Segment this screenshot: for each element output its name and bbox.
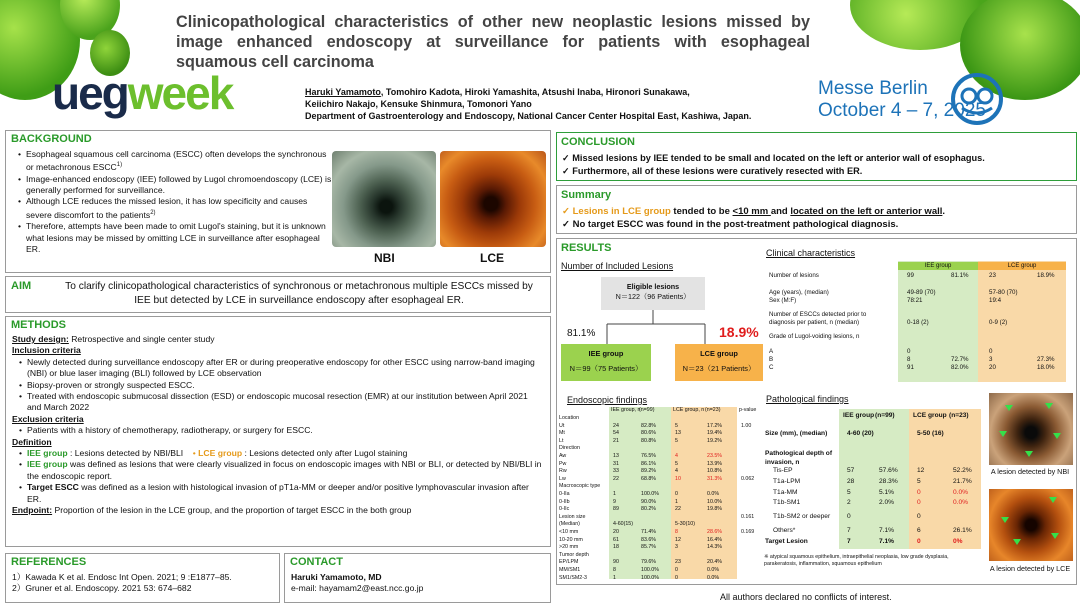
clinical-lce-value: 0 <box>989 348 993 355</box>
clinical-iee-value: 78:21 <box>907 297 923 304</box>
summary-list <box>562 205 1072 231</box>
clinical-row-label: Sex (M:F) <box>769 297 797 304</box>
background-item: • Although LCE reduces the missed lesion, it has low specificity and causes severe discomfort to the patients$^{2)}$ <box>26 196 334 221</box>
lce-group-n: N＝23（21 Patients） <box>682 364 756 373</box>
contact-name: Haruki Yamamoto, MD <box>291 572 382 582</box>
iee-group-box <box>561 344 651 381</box>
endoscopic-cell: 1 <box>675 498 678 505</box>
summary-item: ✓ Lesions in LCE group tended to be <10 mm and located on the left or anterior wall. <box>562 206 946 217</box>
endoscopic-cell: 79.6% <box>641 559 657 566</box>
conclusion-item: ✓ Furthermore, all of these lesions were curatively resected with ER. <box>562 165 863 176</box>
clinical-iee-pct: 72.7% <box>951 356 969 363</box>
inclusion-list <box>18 357 544 414</box>
pathological-cell: 6 <box>917 527 921 534</box>
endoscopic-cell: 31.3% <box>707 475 723 482</box>
endpoint: Proportion of the lesion in the LCE group, and the proportion of target ESCC in the both group <box>52 505 412 516</box>
endoscopic-cell: 23.5% <box>707 453 723 459</box>
endoscopic-header-cell: p-value <box>739 407 757 413</box>
endoscopic-cell: 1 <box>613 574 616 581</box>
references-list <box>12 572 278 595</box>
endoscopic-cell: Macroscopic type <box>559 483 601 490</box>
pathological-cell: T1b-SM1 <box>773 499 801 506</box>
endoscopic-cell: 83.6% <box>641 536 657 543</box>
pathological-cell: 0 <box>917 538 921 545</box>
endoscopic-cell: 90 <box>613 559 619 566</box>
aim-text: To clarify clinicopathological characteristics of synchronous or metachronous multiple ESCCs missed by IEE but detected by LCE in surveillance endoscopy after esophageal ER. <box>65 281 533 306</box>
endoscopic-cell: 19.8% <box>707 506 723 513</box>
endoscopic-cell: 100.0% <box>641 574 659 581</box>
clinical-lce-value: 57-80 (70) <box>989 289 1018 296</box>
endoscopic-cell: Pw <box>559 460 567 467</box>
lesion-lce-caption: A lesion detected by LCE <box>989 564 1071 573</box>
pathological-cell: 7 <box>847 538 851 545</box>
endoscopic-cell: 19.2% <box>707 437 723 444</box>
pathological-cell: 26.1% <box>953 527 972 534</box>
endoscopic-cell: 21 <box>613 437 619 444</box>
pathological-cell: 28 <box>847 478 855 485</box>
endoscopic-cell: 89 <box>613 506 619 513</box>
methods-panel <box>5 316 551 547</box>
endoscopic-cell: 76.5% <box>641 453 657 459</box>
clinical-iee-value: 0 <box>907 348 911 355</box>
contact-email: e-mail: hayamam2@east.ncc.go.jp <box>291 583 424 594</box>
exclusion-title: Exclusion criteria <box>12 413 84 424</box>
endoscopic-cell: 18 <box>613 544 619 551</box>
endoscopic-cell: 24 <box>613 422 619 429</box>
definition-title: Definition <box>12 436 52 447</box>
endoscopic-cell: 4-60(15) <box>613 521 634 528</box>
clinical-lce-value: 19:4 <box>989 297 1002 304</box>
endoscopic-cell: 0.0% <box>707 491 720 497</box>
endoscopic-cell: 1 <box>613 491 616 497</box>
endoscopic-cell: 0 <box>675 491 678 497</box>
endoscopic-cell: Location <box>559 415 580 421</box>
lce-label: LCE <box>480 251 504 265</box>
endoscopic-cell: 80.8% <box>641 437 657 444</box>
endoscopic-cell: 5 <box>675 460 678 467</box>
pathological-cell: 5.1% <box>879 489 895 496</box>
pathological-cell: 7.1% <box>879 538 895 545</box>
endoscopic-cell: 0-IIa <box>559 491 570 497</box>
endoscopic-cell: 9 <box>613 498 616 505</box>
references-panel <box>5 553 280 603</box>
endoscopic-cell: 0.0% <box>707 567 720 573</box>
endoscopic-cell: 33 <box>613 468 619 475</box>
endoscopic-table <box>557 407 763 579</box>
contact-title: CONTACT <box>290 556 343 568</box>
background-list <box>17 149 334 255</box>
endoscopic-cell: 82.8% <box>641 422 657 429</box>
clinical-iee-pct: 81.1% <box>951 272 969 279</box>
endoscopic-cell: 19.4% <box>707 430 723 437</box>
logo-week: week <box>127 67 233 119</box>
pathological-header-cell: (n=23) <box>949 412 969 419</box>
conclusion-panel <box>556 132 1077 181</box>
pathological-cell: Target Lesion <box>765 538 808 545</box>
contact-body <box>291 572 547 595</box>
pathological-title: Pathological findings <box>766 394 849 404</box>
endoscopic-cell: Tumor depth <box>559 551 589 558</box>
endoscopic-cell: 80.2% <box>641 506 657 513</box>
endoscopic-cell: 14.3% <box>707 544 723 551</box>
endoscopic-cell: 0.161 <box>741 513 755 520</box>
endoscopic-cell: 23 <box>675 559 681 566</box>
authors <box>305 86 815 122</box>
endoscopic-header-cell: IEE group, n <box>611 407 641 413</box>
clinical-lce-value: 23 <box>989 272 996 279</box>
methods-body <box>12 334 544 517</box>
endoscopic-cell: 12 <box>675 536 681 543</box>
results-title: RESULTS <box>561 242 612 254</box>
flow-title: Number of Included Lesions <box>561 261 674 271</box>
pathological-cell: T1a-MM <box>773 489 798 496</box>
endoscopic-cell: 54 <box>613 430 619 437</box>
endoscopic-cell: 10.0% <box>707 498 723 505</box>
inclusion-item: • Newly detected during surveillance endoscopy after ER or during preoperative endoscopy for other ESCC using narrow-band imaging (NBI) or blue laser imaging (BLI) followed by LCE observation <box>27 357 544 380</box>
clinical-iee-value: 8 <box>907 356 911 363</box>
pathological-cell: 5 <box>917 478 921 485</box>
inclusion-item: • Biopsy-proven or strongly suspected ESCC. <box>27 380 544 391</box>
definition-item: • IEE group : Lesions detected by NBI/BLI • LCE group : Lesions detected only after Lugol staining <box>27 448 544 459</box>
clinical-lce-value: 3 <box>989 356 993 363</box>
endoscopic-cell: 0-IIb <box>559 498 570 505</box>
endoscopic-cell: Aw <box>559 453 567 459</box>
clinical-row-label: A <box>769 348 774 355</box>
endoscopic-cell: (Median) <box>559 521 580 528</box>
lce-endoscopy-image <box>440 151 546 247</box>
results-panel <box>556 238 1077 585</box>
summary-item: ✓ No target ESCC was found in the post-treatment pathological diagnosis. <box>562 219 899 230</box>
pathological-cell: 52.2% <box>953 467 972 474</box>
aim-panel <box>5 276 551 313</box>
pathological-header-cell: LCE group <box>913 412 947 419</box>
iee-group-label: IEE group <box>588 349 624 358</box>
clinical-lce-value: 0-9 (2) <box>989 319 1008 326</box>
venue-logo-icon <box>950 72 1004 126</box>
endoscopic-header-cell: (n=23) <box>705 407 721 413</box>
clinical-iee-pct: 82.0% <box>951 364 969 371</box>
conclusion-title: CONCLUSION <box>561 136 635 148</box>
endoscopic-cell: Lesion size <box>559 513 586 520</box>
background-item: • Image-enhanced endoscopy (IEE) followed by Lugol chromoendoscopy (LCE) is generally performed for surveillance. <box>26 174 334 197</box>
reference-item: 1）Kawada K et al. Endosc Int Open. 2021; 9 :E1877–85. <box>12 572 232 582</box>
clinical-row-label: B <box>769 356 774 363</box>
nbi-label: NBI <box>374 251 395 265</box>
pathological-table <box>763 409 982 549</box>
endoscopic-cell: MM/SM1 <box>559 567 581 573</box>
endoscopic-cell: 13 <box>613 453 619 459</box>
exclusion-item: • Patients with a history of chemotherapy, radiotherapy, or surgery for ESCC. <box>27 425 544 436</box>
endoscopic-cell: 8 <box>675 529 678 535</box>
pathological-cell: 57.6% <box>879 467 898 474</box>
endoscopic-header-cell: LCE group, n <box>673 407 705 413</box>
pathological-cell: 4-60 (20) <box>847 430 874 437</box>
methods-title: METHODS <box>11 319 66 331</box>
study-design: Retrospective and single center study <box>68 334 215 344</box>
endoscopic-cell: <10 mm <box>559 529 579 535</box>
clinical-title: Clinical characteristics <box>766 248 856 258</box>
clinical-row-label: Grade of Lugol-voiding lesions, n <box>769 333 860 340</box>
contact-panel <box>284 553 551 603</box>
endoscopic-cell: 10 <box>675 475 681 482</box>
clinical-row-label: Age (years), (median) <box>769 289 829 296</box>
background-panel <box>5 130 551 273</box>
clinical-iee-value: 99 <box>907 272 914 279</box>
endoscopic-header-cell: (n=99) <box>639 407 655 413</box>
clinical-lce-value: 20 <box>989 364 996 371</box>
authors-line2: Keiichiro Nakajo, Kensuke Shinmura, Tomonori Yano <box>305 99 532 109</box>
references-title: REFERENCES <box>11 556 87 568</box>
affiliation: Department of Gastroenterology and Endoscopy, National Cancer Center Hospital East, Kashiwa, Japan. <box>305 111 752 121</box>
endoscopic-cell: 61 <box>613 536 619 543</box>
iee-group-n: N＝99（75 Patients） <box>569 364 643 373</box>
background-item: • Esophageal squamous cell carcinoma (ESCC) often develops the synchronous or metachronous ESCC$^{1)}$ <box>26 149 334 174</box>
pathological-cell: 12 <box>917 467 925 474</box>
pathological-cell: Tis-EP <box>773 467 793 474</box>
clinical-head-iee: IEE group <box>898 262 978 270</box>
pathological-footnote: ※ atypical squamous epithelium, intraepithelial neoplasia, low grade dysplasia, parakeratosis, inflammation, squamous epithelium <box>764 554 949 567</box>
logo-ueg: ueg <box>52 67 128 119</box>
pathological-cell: 7 <box>847 527 851 534</box>
endoscopic-cell: 71.4% <box>641 529 657 535</box>
endoscopic-cell: 20 <box>613 529 619 535</box>
pathological-cell: 0% <box>953 538 963 545</box>
endoscopic-cell: 10-20 mm <box>559 536 583 543</box>
clinical-lce-pct: 27.3% <box>1037 356 1055 363</box>
endoscopic-cell: 4 <box>675 468 678 475</box>
pathological-cell: 0 <box>917 513 921 520</box>
endoscopic-cell: 17.2% <box>707 422 723 429</box>
endoscopic-cell: 68.8% <box>641 475 657 482</box>
endoscopic-cell: 0.0% <box>707 574 720 581</box>
endoscopic-cell: 13 <box>675 430 681 437</box>
pathological-header-cell: (n=99) <box>875 412 895 419</box>
venue-line1: Messe Berlin <box>818 78 928 99</box>
pathological-cell: T1b-SM2 or deeper <box>773 513 831 520</box>
pathological-cell: 0 <box>917 499 921 506</box>
endoscopic-cell: 20.4% <box>707 559 723 566</box>
endoscopic-cell: 1.00 <box>741 422 752 429</box>
endoscopic-cell: 5 <box>675 437 678 444</box>
background-title: BACKGROUND <box>11 133 92 145</box>
endoscopic-cell: 3 <box>675 544 678 551</box>
endoscopic-cell: 0 <box>675 574 678 581</box>
coi-statement: All authors declared no conflicts of interest. <box>720 592 892 602</box>
endoscopic-cell: 100.0% <box>641 567 659 573</box>
study-design-label: Study design: <box>12 334 69 344</box>
pathological-cell: 7.1% <box>879 527 895 534</box>
aim-title: AIM <box>11 280 32 292</box>
conclusion-item: ✓ Missed lesions by IEE tended to be small and located on the left or anterior wall of esophagus. <box>562 153 985 163</box>
clinical-row-label: Number of lesions <box>769 272 819 279</box>
pathological-cell: T1a-LPM <box>773 478 801 485</box>
inclusion-item: • Treated with endoscopic submucosal dissection (ESD) or endoscopic mucosal resection (EMR) at our institution between April 2021 and March 2022 <box>27 391 544 414</box>
pathological-cell: Size (mm), (median) <box>765 430 828 437</box>
definition-item: • IEE group was defined as lesions that were clearly visualized in focus on endoscopic images with NBI or BLI, or detected by NBI/BLI in the endoscopic report. <box>27 459 544 482</box>
clinical-lce-pct: 18.9% <box>1037 272 1055 279</box>
endoscopic-cell: 4 <box>675 453 678 459</box>
endoscopic-cell: Mt <box>559 430 565 437</box>
endoscopic-cell: 86.1% <box>641 460 657 467</box>
exclusion-list <box>18 425 544 436</box>
lesion-lce-image <box>989 489 1073 561</box>
definition-item: • Target ESCC was defined as a lesion with histological invasion of pT1a-MM or deeper and/or positive lymphovascular invasion after ER. <box>27 482 544 505</box>
pathological-cell: 2.0% <box>879 499 895 506</box>
reference-item: 2）Gruner et al. Endoscopy. 2021 53: 674–682 <box>12 583 192 594</box>
lesion-nbi-image <box>989 393 1073 465</box>
pathological-cell: 0 <box>917 489 921 496</box>
endoscopic-cell: 28.6% <box>707 529 723 535</box>
inclusion-title: Inclusion criteria <box>12 345 81 356</box>
lce-group-box <box>675 344 763 381</box>
endoscopic-cell: 90.0% <box>641 498 657 505</box>
pathological-cell: 28.3% <box>879 478 898 485</box>
clinical-iee-value: 0-18 (2) <box>907 319 929 326</box>
lce-group-label: LCE group <box>700 349 738 358</box>
background-item: • Therefore, attempts have been made to omit Lugol's staining, but it is unknown what lesions may be missed by omitting LCE in surveillance after esophageal ER. <box>26 221 334 255</box>
endoscopic-cell: Ut <box>559 422 565 429</box>
pathological-cell: 2 <box>847 499 851 506</box>
summary-panel <box>556 185 1077 234</box>
endoscopic-cell: >20 mm <box>559 544 579 551</box>
endoscopic-cell: 0.062 <box>741 475 755 482</box>
endoscopic-cell: 89.2% <box>641 468 657 475</box>
pct-iee: 81.1% <box>567 328 596 339</box>
endoscopic-title: Endoscopic findings <box>567 395 648 405</box>
endoscopic-cell: 5-30(10) <box>675 521 696 528</box>
endoscopic-cell: SM1/SM2-3 <box>559 574 587 581</box>
pathological-cell: Others* <box>773 527 796 534</box>
eligible-label: Eligible lesions <box>626 282 680 291</box>
endpoint-label: Endpoint: <box>12 505 53 516</box>
ueg-week-logo <box>52 68 232 118</box>
authors-line1: , Tomohiro Kadota, Hiroki Yamashita, Atsushi Inaba, Hironori Sunakawa, <box>380 87 690 97</box>
summary-title: Summary <box>561 189 612 201</box>
pathological-cell: 0.0% <box>953 489 969 496</box>
clinical-row-label: Number of ESCCs detected prior to <box>769 311 867 318</box>
clinical-iee-value: 91 <box>907 364 914 371</box>
pct-lce: 18.9% <box>719 324 759 340</box>
conclusion-list <box>562 152 1072 177</box>
pathological-cell: 21.7% <box>953 478 972 485</box>
endoscopic-cell: 10.8% <box>707 468 723 475</box>
pathological-header-cell: IEE group <box>843 412 875 419</box>
endoscopic-cell: 100.0% <box>641 491 659 497</box>
endoscopic-cell: 16.4% <box>707 536 723 543</box>
venue-line2: October 4 – 7, 2025 <box>818 100 986 121</box>
endoscopic-cell: 0-IIc <box>559 506 570 513</box>
clinical-head-lce: LCE group <box>978 262 1066 270</box>
nbi-endoscopy-image <box>332 151 436 247</box>
endoscopic-cell: 5 <box>675 422 678 429</box>
endoscopic-cell: 85.7% <box>641 544 657 551</box>
endoscopic-cell: Lw <box>559 475 566 482</box>
definition-list <box>18 448 544 505</box>
pathological-cell: 5-50 (16) <box>917 430 944 437</box>
clinical-row-label: C <box>769 364 774 371</box>
endoscopic-cell: 0 <box>675 567 678 573</box>
endoscopic-cell: 22 <box>675 506 681 513</box>
eligible-n: N＝122（96 Patients） <box>615 292 691 301</box>
endoscopic-cell: 8 <box>613 567 616 573</box>
clinical-iee-value: 49-89 (70) <box>907 289 936 296</box>
endoscopic-cell: EP/LPM <box>559 559 579 566</box>
pathological-cell: 5 <box>847 489 851 496</box>
poster-title: Clinicopathological characteristics of other new neoplastic lesions missed by image enhanced endoscopy at surveillance for patients with esophageal squamous cell carcinoma <box>176 13 810 71</box>
endoscopic-cell: 31 <box>613 460 619 467</box>
pathological-cell: 0 <box>847 513 851 520</box>
lesion-nbi-caption: A lesion detected by NBI <box>990 467 1070 476</box>
clinical-lce-pct: 18.0% <box>1037 364 1055 371</box>
pathological-cell: 0.0% <box>953 499 969 506</box>
endoscopic-cell: 0.169 <box>741 529 755 535</box>
clinical-table <box>765 261 1073 383</box>
endoscopic-cell: Direction <box>559 445 580 452</box>
pathological-cell: 57 <box>847 467 855 474</box>
endoscopic-cell: Lt <box>559 437 564 444</box>
endoscopic-cell: 22 <box>613 475 619 482</box>
pathological-cell: Pathological depth of invasion, n <box>765 450 833 466</box>
clinical-row-label: diagnosis per patient, n (median) <box>769 319 860 326</box>
first-author: Haruki Yamamoto <box>305 87 381 97</box>
endoscopic-cell: Rw <box>559 468 567 475</box>
endoscopic-cell: 80.6% <box>641 430 657 437</box>
endoscopic-cell: 13.9% <box>707 460 723 467</box>
